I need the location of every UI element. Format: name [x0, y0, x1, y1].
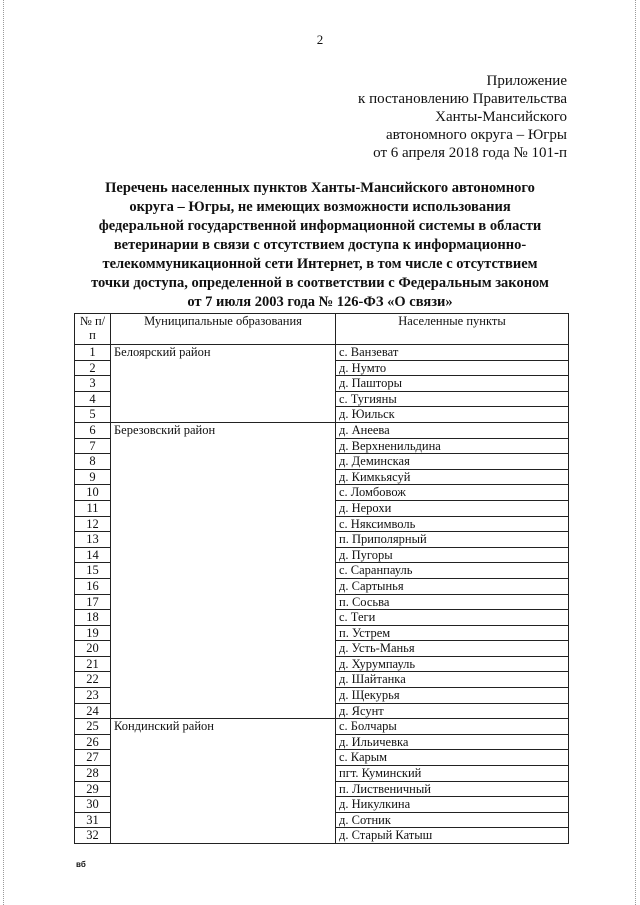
header-municipality: Муниципальные образования — [111, 314, 336, 345]
row-number: 22 — [75, 672, 111, 688]
settlement-cell: д. Анеева — [336, 422, 569, 438]
row-number: 26 — [75, 734, 111, 750]
settlement-cell: д. Ильичевка — [336, 734, 569, 750]
table-header-row — [75, 314, 569, 345]
row-number: 20 — [75, 641, 111, 657]
settlement-cell: д. Верхненильдина — [336, 438, 569, 454]
document-title — [72, 179, 568, 312]
settlement-cell: п. Приполярный — [336, 532, 569, 548]
header-number: № п/п — [75, 314, 111, 345]
appendix-block — [358, 72, 567, 162]
row-number: 16 — [75, 578, 111, 594]
table-body — [75, 345, 569, 844]
row-number: 10 — [75, 485, 111, 501]
table-row — [75, 345, 569, 361]
settlement-cell: п. Лиственичный — [336, 781, 569, 797]
row-number: 32 — [75, 828, 111, 844]
row-number: 31 — [75, 812, 111, 828]
settlement-cell: с. Тугияны — [336, 391, 569, 407]
row-number: 5 — [75, 407, 111, 423]
settlement-cell: д. Пугоры — [336, 547, 569, 563]
table-row — [75, 422, 569, 438]
settlement-cell: д. Ясунт — [336, 703, 569, 719]
settlement-cell: с. Карым — [336, 750, 569, 766]
title-line: округа – Югры, не имеющих возможности использования — [129, 199, 511, 215]
settlement-cell: д. Щекурья — [336, 688, 569, 704]
row-number: 4 — [75, 391, 111, 407]
settlement-cell: д. Пашторы — [336, 376, 569, 392]
settlement-cell: д. Сартынья — [336, 578, 569, 594]
settlement-cell: с. Болчары — [336, 719, 569, 735]
row-number: 18 — [75, 610, 111, 626]
settlement-cell: д. Хурумпауль — [336, 656, 569, 672]
settlement-cell: с. Саранпауль — [336, 563, 569, 579]
settlement-cell: д. Кимкьясуй — [336, 469, 569, 485]
appendix-line: Ханты-Мансийского — [435, 109, 567, 125]
settlement-cell: д. Юильск — [336, 407, 569, 423]
appendix-line: от 6 апреля 2018 года № 101-п — [373, 145, 567, 161]
row-number: 7 — [75, 438, 111, 454]
row-number: 28 — [75, 766, 111, 782]
settlement-cell: с. Теги — [336, 610, 569, 626]
settlement-cell: с. Няксимволь — [336, 516, 569, 532]
row-number: 19 — [75, 625, 111, 641]
table-row — [75, 719, 569, 735]
row-number: 3 — [75, 376, 111, 392]
row-number: 23 — [75, 688, 111, 704]
row-number: 30 — [75, 797, 111, 813]
municipality-cell: Белоярский район — [111, 345, 336, 423]
scan-edge-right — [635, 0, 637, 905]
row-number: 12 — [75, 516, 111, 532]
row-number: 8 — [75, 454, 111, 470]
settlement-cell: д. Шайтанка — [336, 672, 569, 688]
settlement-cell: д. Старый Катыш — [336, 828, 569, 844]
row-number: 27 — [75, 750, 111, 766]
row-number: 25 — [75, 719, 111, 735]
row-number: 13 — [75, 532, 111, 548]
settlement-cell: пгт. Куминский — [336, 766, 569, 782]
row-number: 15 — [75, 563, 111, 579]
settlement-cell: с. Ванзеват — [336, 345, 569, 361]
municipality-cell: Кондинский район — [111, 719, 336, 844]
row-number: 11 — [75, 500, 111, 516]
settlement-cell: с. Ломбовож — [336, 485, 569, 501]
title-line: от 7 июля 2003 года № 126-ФЗ «О связи» — [187, 294, 453, 310]
title-line: Перечень населенных пунктов Ханты-Мансийского автономного — [105, 180, 535, 196]
row-number: 14 — [75, 547, 111, 563]
settlement-cell: д. Никулкина — [336, 797, 569, 813]
appendix-line: к постановлению Правительства — [358, 91, 567, 107]
row-number: 24 — [75, 703, 111, 719]
row-number: 29 — [75, 781, 111, 797]
settlement-cell: д. Сотник — [336, 812, 569, 828]
settlements-table — [74, 313, 569, 844]
footer-mark: вб — [76, 860, 86, 869]
title-line: ветеринарии в связи с отсутствием доступа к информационно- — [113, 237, 527, 253]
page-number: 2 — [316, 32, 324, 47]
settlement-cell: п. Устрем — [336, 625, 569, 641]
title-line: точки доступа, определенной в соответствии с Федеральным законом — [91, 275, 549, 291]
municipality-cell: Березовский район — [111, 422, 336, 718]
row-number: 17 — [75, 594, 111, 610]
settlement-cell: д. Деминская — [336, 454, 569, 470]
row-number: 2 — [75, 360, 111, 376]
settlement-cell: п. Сосьва — [336, 594, 569, 610]
row-number: 21 — [75, 656, 111, 672]
row-number: 9 — [75, 469, 111, 485]
settlement-cell: д. Усть-Манья — [336, 641, 569, 657]
settlement-cell: д. Нерохи — [336, 500, 569, 516]
appendix-line: Приложение — [486, 73, 567, 89]
settlement-cell: д. Нумто — [336, 360, 569, 376]
scan-edge-left — [3, 0, 5, 905]
title-line: федеральной государственной информационной системы в области — [98, 218, 542, 234]
row-number: 6 — [75, 422, 111, 438]
appendix-line: автономного округа – Югры — [385, 127, 567, 143]
header-settlements: Населенные пункты — [336, 314, 569, 345]
title-line: телекоммуникационной сети Интернет, в том числе с отсутствием — [102, 256, 538, 272]
row-number: 1 — [75, 345, 111, 361]
